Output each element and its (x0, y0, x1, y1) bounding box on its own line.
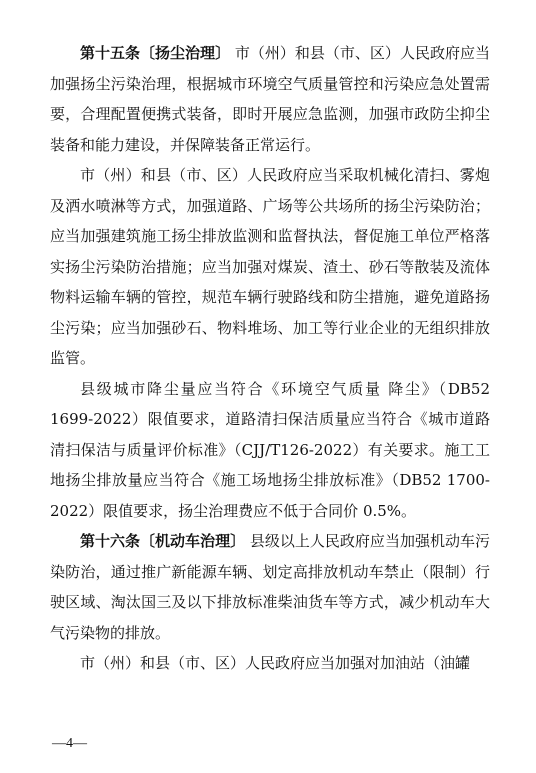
paragraph-text: 市（州）和县（市、区）人民政府应当加强扬尘污染治理，根据城市环境空气质量管控和污染应急处置需要，合理配置便携式装备，即时开展应急监测，加强市政防尘抑尘装备和能力建设，并保障装备正常运行。 (50, 44, 490, 154)
paragraph-text: 县级以上人民政府应当加强机动车污染防治，通过推广新能源车辆、划定高排放机动车禁止（限制）行驶区域、淘汰国三及以下排放标准柴油货车等方式，减少机动车大气污染物的排放。 (50, 532, 490, 642)
paragraph-text: 市（州）和县（市、区）人民政府应当加强对加油站（油罐 (80, 654, 471, 672)
page-number: —4— (52, 736, 87, 751)
paragraph-road-dust (50, 160, 490, 374)
paragraph-article-15 (50, 38, 490, 160)
paragraph-gas-stations (50, 648, 490, 679)
article-heading: 第十五条〔扬尘治理〕 (80, 44, 231, 62)
article-heading: 第十六条〔机动车治理〕 (80, 532, 246, 550)
body-text (50, 38, 490, 679)
paragraph-text: 市（州）和县（市、区）人民政府应当采取机械化清扫、雾炮及洒水喷淋等方式，加强道路、广场等公共场所的扬尘污染防治；应当加强建筑施工扬尘排放监测和监督执法，督促施工单位严格落实扬尘污染防治措施；应当加强对煤炭、渣土、砂石等散装及流体物料运输车辆的管控，规范车辆行驶路线和防尘措施，避免道路扬尘污染；应当加强砂石、物料堆场、加工等行业企业的无组织排放监管。 (50, 166, 490, 367)
paragraph-text: 县级城市降尘量应当符合《环境空气质量 降尘》（DB52 1699-2022）限值要求，道路清扫保洁质量应当符合《城市道路清扫保洁与质量评价标准》（CJJ/T126-2022）有关要求。施工工地扬尘排放量应当符合《施工场地扬尘排放标准》（DB52 1700-2022）限值要求，扬尘治理费应不低于合同价 0.5%。 (50, 379, 490, 520)
paragraph-standards (50, 374, 490, 527)
paragraph-article-16 (50, 526, 490, 648)
